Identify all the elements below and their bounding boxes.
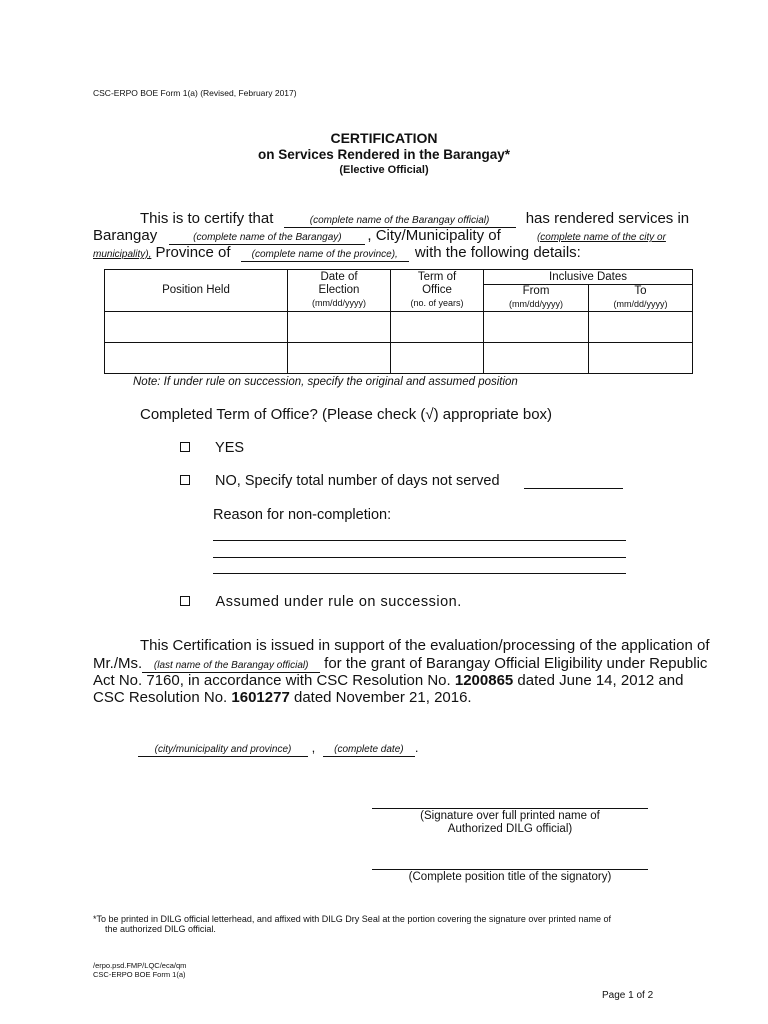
days-not-served-field[interactable] xyxy=(524,488,623,489)
header-position-held: Position Held xyxy=(105,270,288,312)
table-cell[interactable] xyxy=(288,343,391,374)
support-text: Act No. 7160, in accordance with CSC Resolution No. xyxy=(93,672,455,689)
form-code: CSC-ERPO BOE Form 1(a) (Revised, February 2017) xyxy=(93,88,297,98)
page-title: CERTIFICATION xyxy=(330,130,438,146)
support-text: CSC Resolution No. xyxy=(93,689,232,706)
page-subtitle: on Services Rendered in the Barangay* xyxy=(257,147,511,162)
reason-line-3[interactable] xyxy=(213,573,626,574)
barangay-name-field[interactable]: (complete name of the Barangay) xyxy=(169,231,365,245)
support-text: for the grant of Barangay Official Eligibility under Republic xyxy=(324,655,708,672)
table-cell[interactable] xyxy=(589,343,693,374)
resolution-number: 1200865 xyxy=(454,672,514,689)
footnote-text: *To be printed in DILG official letterhead, and affixed with DILG Dry Seal at the portion covering the signature over printed name of xyxy=(93,914,611,924)
signature-line[interactable] xyxy=(372,808,648,809)
support-text: dated November 21, 2016. xyxy=(289,689,472,706)
option-assumed xyxy=(180,594,462,610)
assumed-checkbox[interactable] xyxy=(180,596,190,606)
position-title-line[interactable] xyxy=(372,869,648,870)
header-format: (mm/dd/yyyy) xyxy=(509,299,563,309)
reason-line-1[interactable] xyxy=(213,540,626,541)
signature-label-text: (Signature over full printed name of xyxy=(420,810,600,822)
table-row xyxy=(105,312,693,343)
document-reference xyxy=(93,961,186,979)
city-province-field[interactable]: (city/municipality and province) xyxy=(138,743,308,757)
support-line-4 xyxy=(93,689,472,706)
signature-label-text: Authorized DILG official) xyxy=(447,823,573,835)
certify-line-1 xyxy=(140,210,689,228)
signature-label xyxy=(372,810,648,836)
complete-date-field[interactable]: (complete date) xyxy=(323,743,415,757)
header-term-of-office xyxy=(391,270,484,312)
table-note: Note: If under rule on succession, specify the original and assumed position xyxy=(133,376,518,388)
reason-label: Reason for non-completion: xyxy=(213,507,392,523)
footnote xyxy=(93,914,611,934)
certify-text: Province of xyxy=(155,244,231,261)
option-label: NO, Specify total number of days not served xyxy=(215,473,500,489)
table-row xyxy=(105,343,693,374)
header-format: (mm/dd/yyyy) xyxy=(312,298,366,308)
last-name-field[interactable]: (last name of the Barangay official) xyxy=(142,659,320,673)
place-text: . xyxy=(414,740,419,755)
certify-text: has rendered services in xyxy=(525,210,690,227)
header-from xyxy=(484,285,589,312)
support-text: dated June 14, 2012 and xyxy=(513,672,684,689)
certify-text: with the following details: xyxy=(414,244,581,261)
option-label: Assumed under rule on succession. xyxy=(215,594,462,610)
header-format: (mm/dd/yyyy) xyxy=(613,299,668,309)
reason-line-2[interactable] xyxy=(213,557,626,558)
header-text: Office xyxy=(422,284,452,296)
header-to xyxy=(589,285,693,312)
header-inclusive-dates: Inclusive Dates xyxy=(484,270,693,285)
place-text: , xyxy=(311,740,316,755)
table-cell[interactable] xyxy=(288,312,391,343)
support-line-1: This Certification is issued in support of the evaluation/processing of the application of xyxy=(140,637,710,654)
position-title-label: (Complete position title of the signatory) xyxy=(408,871,612,883)
table-cell[interactable] xyxy=(105,343,288,374)
support-text: Mr./Ms. xyxy=(93,655,143,672)
option-yes xyxy=(180,440,244,456)
header-date-of-election xyxy=(288,270,391,312)
table-cell[interactable] xyxy=(484,312,589,343)
table-cell[interactable] xyxy=(391,343,484,374)
place-date-line xyxy=(138,740,419,757)
table-cell[interactable] xyxy=(391,312,484,343)
table-cell[interactable] xyxy=(484,343,589,374)
support-line-3 xyxy=(93,672,683,689)
header-text: From xyxy=(522,285,550,297)
yes-checkbox[interactable] xyxy=(180,442,190,452)
page-number: Page 1 of 2 xyxy=(602,990,654,1001)
completed-term-question: Completed Term of Office? (Please check (√) appropriate box) xyxy=(140,406,553,423)
header-text: Election xyxy=(318,284,360,296)
table-cell[interactable] xyxy=(105,312,288,343)
header-format: (no. of years) xyxy=(410,298,464,308)
city-name-field-cont[interactable]: municipality), xyxy=(93,249,152,260)
support-line-2 xyxy=(93,655,707,673)
doc-ref-text: CSC-ERPO BOE Form 1(a) xyxy=(93,970,186,979)
certify-text: Barangay xyxy=(93,227,158,244)
city-name-field[interactable]: (complete name of the city or xyxy=(536,232,666,243)
page-subtitle-elective: (Elective Official) xyxy=(339,164,429,176)
option-no xyxy=(180,473,500,489)
doc-ref-text: /erpo.psd.FMP/LQC/eca/qm xyxy=(93,961,187,970)
no-checkbox[interactable] xyxy=(180,475,190,485)
certify-line-2 xyxy=(93,227,684,245)
table-cell[interactable] xyxy=(589,312,693,343)
service-details-table xyxy=(104,269,693,374)
resolution-number: 1601277 xyxy=(231,689,290,706)
header-text: Date of xyxy=(320,271,358,283)
certify-line-3 xyxy=(93,244,581,262)
official-name-field[interactable]: (complete name of the Barangay official) xyxy=(284,214,516,228)
certify-text: , City/Municipality of xyxy=(367,227,501,244)
certify-text: This is to certify that xyxy=(140,210,274,227)
header-text: To xyxy=(634,285,647,297)
header-text: Term of xyxy=(417,271,457,283)
province-name-field[interactable]: (complete name of the province), xyxy=(241,248,409,262)
option-label: YES xyxy=(215,440,245,456)
footnote-text: the authorized DILG official. xyxy=(105,924,216,934)
